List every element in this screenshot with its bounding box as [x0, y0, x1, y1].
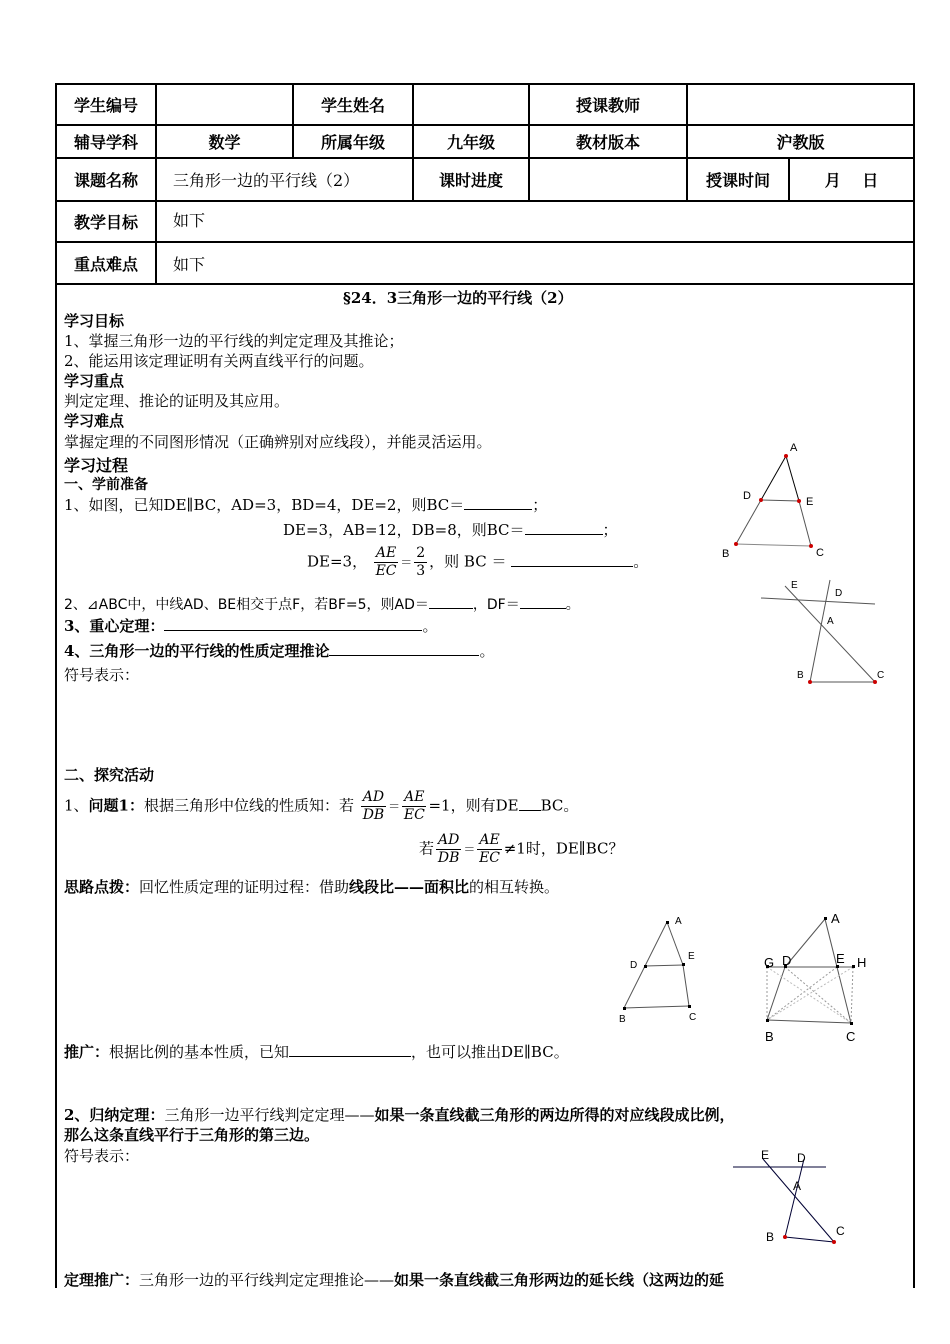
- question-1-line-2: [283, 519, 618, 540]
- fig3-label-a: A: [675, 916, 682, 927]
- question-2: [64, 593, 580, 614]
- q2-text: 2、⊿ABC中，中线AD、BE相交于点F，若BF=5，则AD＝: [64, 597, 429, 613]
- p1-blank[interactable]: [519, 795, 541, 811]
- p1-line2-prefix: 若: [419, 839, 435, 858]
- fig2-label-b: B: [797, 670, 804, 681]
- ext-label: 推广：: [64, 1043, 110, 1061]
- thm-label: 2、归纳定理：: [64, 1106, 165, 1124]
- keypoint-value: 如下: [173, 254, 206, 274]
- fig4-label-c: C: [846, 1029, 856, 1044]
- subject-value: 数学: [157, 126, 294, 157]
- ext-blank[interactable]: [289, 1041, 411, 1057]
- symbol-label-2: 符号表示：: [64, 1147, 140, 1165]
- hint: [64, 876, 559, 897]
- time-value: 月 日: [824, 171, 879, 190]
- fig5-label-c: C: [836, 1224, 845, 1238]
- q3-period: 。: [422, 617, 438, 635]
- hint-text-2: 的相互转换。: [469, 878, 560, 896]
- difficulty-heading: 学习难点: [64, 412, 125, 430]
- problem-1-line-2: [419, 832, 624, 867]
- topic-value: 三角形一边的平行线（2）: [157, 159, 414, 200]
- cor-text: 三角形一边的平行线判定定理推论——: [139, 1271, 395, 1289]
- p1-line2-suffix: ≠1时，DE∥BC？: [503, 839, 624, 858]
- textbook-value: 沪教版: [776, 133, 825, 152]
- theorem-line-2: 那么这条直线平行于三角形的第三边。: [64, 1126, 320, 1144]
- subject-label: 辅导学科: [57, 126, 157, 157]
- thm-bold-1: 如果一条直线截三角形的两边所得的对应线段成比例，: [374, 1106, 735, 1124]
- time-label: 授课时间: [688, 159, 790, 200]
- p1-text: 根据三角形中位线的性质知：若: [143, 796, 354, 815]
- grade-value: 九年级: [414, 126, 530, 157]
- keypoint-label: 重点难点: [57, 243, 157, 283]
- q1-semi-2: ；: [602, 521, 618, 539]
- hint-bold: 线段比——面积比: [349, 878, 470, 896]
- theorem-line-1: [64, 1104, 734, 1125]
- fig3-label-d: D: [630, 960, 638, 971]
- prep-heading: 一、学前准备: [64, 477, 148, 493]
- q2-blank-1[interactable]: [429, 593, 473, 609]
- equals: ＝: [400, 555, 413, 570]
- fig1-label-a: A: [790, 442, 798, 454]
- p1-prefix: 1、: [64, 796, 89, 815]
- q1-blank-3[interactable]: [511, 551, 633, 567]
- fig5-label-e: E: [761, 1148, 770, 1162]
- q1-prefix-3: DE=3，: [307, 552, 368, 571]
- thm-text: 三角形一边平行线判定定理——: [164, 1106, 375, 1124]
- key-heading: 学习重点: [64, 372, 125, 390]
- goal-label: 教学目标: [57, 202, 157, 241]
- difficulty-text: 掌握定理的不同图形情况（正确辨别对应线段），并能灵活运用。: [64, 433, 492, 451]
- fig2-label-d: D: [835, 588, 843, 599]
- q1-text: 1、如图，已知DE∥BC，AD=3，BD=4，DE=2，则BC＝: [64, 496, 465, 514]
- q1-period: 。: [633, 552, 649, 571]
- student-name-label: 学生姓名: [294, 85, 414, 124]
- figure-triangle-4: [755, 905, 880, 1045]
- fig5-label-d: D: [797, 1151, 806, 1165]
- q4-text: 4、三角形一边的平行线的性质定理推论: [64, 642, 330, 660]
- q1-blank-2[interactable]: [525, 519, 603, 535]
- p1-bc: BC。: [540, 796, 579, 815]
- hint-text-1: 回忆性质定理的证明过程：借助: [139, 878, 350, 896]
- goal-2: 2、能运用该定理证明有关两直线平行的问题。: [64, 352, 374, 370]
- grade-label: 所属年级: [294, 126, 414, 157]
- fraction-ae-ec-3: $\frac{AE}{EC}$: [479, 832, 501, 866]
- student-id-label: 学生编号: [57, 85, 157, 124]
- cor-label: 定理推广：: [64, 1271, 140, 1289]
- progress-label: 课时进度: [414, 159, 530, 200]
- corollary: [64, 1269, 724, 1290]
- fraction-ad-db: $\frac{AD}{DB}$: [362, 789, 385, 823]
- q1-mid-3: ，则 BC ＝: [429, 552, 507, 571]
- question-4: [64, 640, 494, 661]
- q1-blank-1[interactable]: [464, 494, 532, 510]
- fig3-label-c: C: [689, 1012, 697, 1023]
- q3-blank[interactable]: [164, 615, 422, 631]
- teacher-label: 授课教师: [530, 85, 688, 124]
- cor-bold: 如果一条直线截三角形两边的延长线（这两边的延: [394, 1271, 725, 1289]
- goal-1: 1、掌握三角形一边的平行线的判定定理及其推论；: [64, 332, 404, 350]
- question-3: [64, 615, 437, 636]
- fig4-label-h: H: [857, 955, 867, 970]
- goal-value: 如下: [173, 211, 206, 230]
- fig4-label-a: A: [831, 911, 840, 926]
- q1-text-2: DE=3，AB=12，DB=8，则BC＝: [283, 521, 525, 539]
- problem-1-line-1: [64, 789, 578, 824]
- question-1-line-1: [64, 494, 547, 515]
- q2-blank-2[interactable]: [520, 593, 566, 609]
- fig3-label-e: E: [688, 951, 695, 962]
- extension: [64, 1041, 569, 1062]
- fig1-label-b: B: [722, 548, 730, 560]
- fig1-label-c: C: [816, 547, 824, 559]
- fraction-2-3: $\frac{2}{3}$: [416, 545, 426, 579]
- q4-period: 。: [479, 642, 495, 660]
- symbol-label-1: 符号表示：: [64, 666, 140, 684]
- fig5-label-b: B: [766, 1230, 775, 1244]
- key-text: 判定定理、推论的证明及其应用。: [64, 392, 290, 410]
- fig4-label-b: B: [765, 1029, 774, 1044]
- goal-heading: 学习目标: [64, 312, 125, 330]
- explore-heading: 二、探究活动: [64, 766, 155, 784]
- figure-triangle-2: [755, 572, 895, 692]
- process-heading: 学习过程: [64, 456, 129, 475]
- figure-triangle-5: [730, 1145, 845, 1250]
- fig1-label-d: D: [743, 490, 751, 502]
- fraction-ad-db-2: $\frac{AD}{DB}$: [437, 832, 460, 866]
- q1-semi-1: ；: [532, 496, 548, 514]
- fig2-label-e: E: [791, 580, 798, 591]
- fig2-label-a: A: [827, 616, 834, 627]
- textbook-label: 教材版本: [530, 126, 688, 157]
- p1-label: 问题1：: [88, 796, 144, 815]
- fig4-label-g: G: [764, 955, 775, 970]
- ext-text-1: 根据比例的基本性质，已知: [109, 1043, 290, 1061]
- q3-text: 3、重心定理：: [64, 617, 165, 635]
- q2-mid: ，DF＝: [472, 597, 520, 613]
- p1-eq1: =1，则有DE: [428, 796, 519, 815]
- p1-equals: ＝: [388, 799, 401, 814]
- q4-blank[interactable]: [329, 640, 479, 656]
- figure-triangle-1: [715, 438, 835, 564]
- p1-equals-2: ＝: [463, 842, 476, 857]
- section-title: §24．3三角形一边的平行线（2）: [343, 289, 573, 307]
- hint-label: 思路点拨：: [64, 878, 140, 896]
- fig3-label-b: B: [619, 1014, 626, 1025]
- fig4-label-d: D: [782, 953, 792, 968]
- fig2-label-c: C: [877, 670, 885, 681]
- fig5-label-a: A: [793, 1179, 802, 1193]
- fig4-label-e: E: [836, 951, 845, 966]
- ext-text-2: ，也可以推出DE∥BC。: [411, 1043, 569, 1061]
- question-1-line-3: [307, 545, 648, 580]
- fraction-ae-ec-2: $\frac{AE}{EC}$: [403, 789, 425, 823]
- q2-period: 。: [565, 597, 580, 613]
- fig1-label-e: E: [806, 496, 814, 508]
- figure-triangle-3: [615, 910, 705, 1030]
- topic-label: 课题名称: [57, 159, 157, 200]
- fraction-ae-ec: $\frac{AE}{EC}$: [375, 545, 397, 579]
